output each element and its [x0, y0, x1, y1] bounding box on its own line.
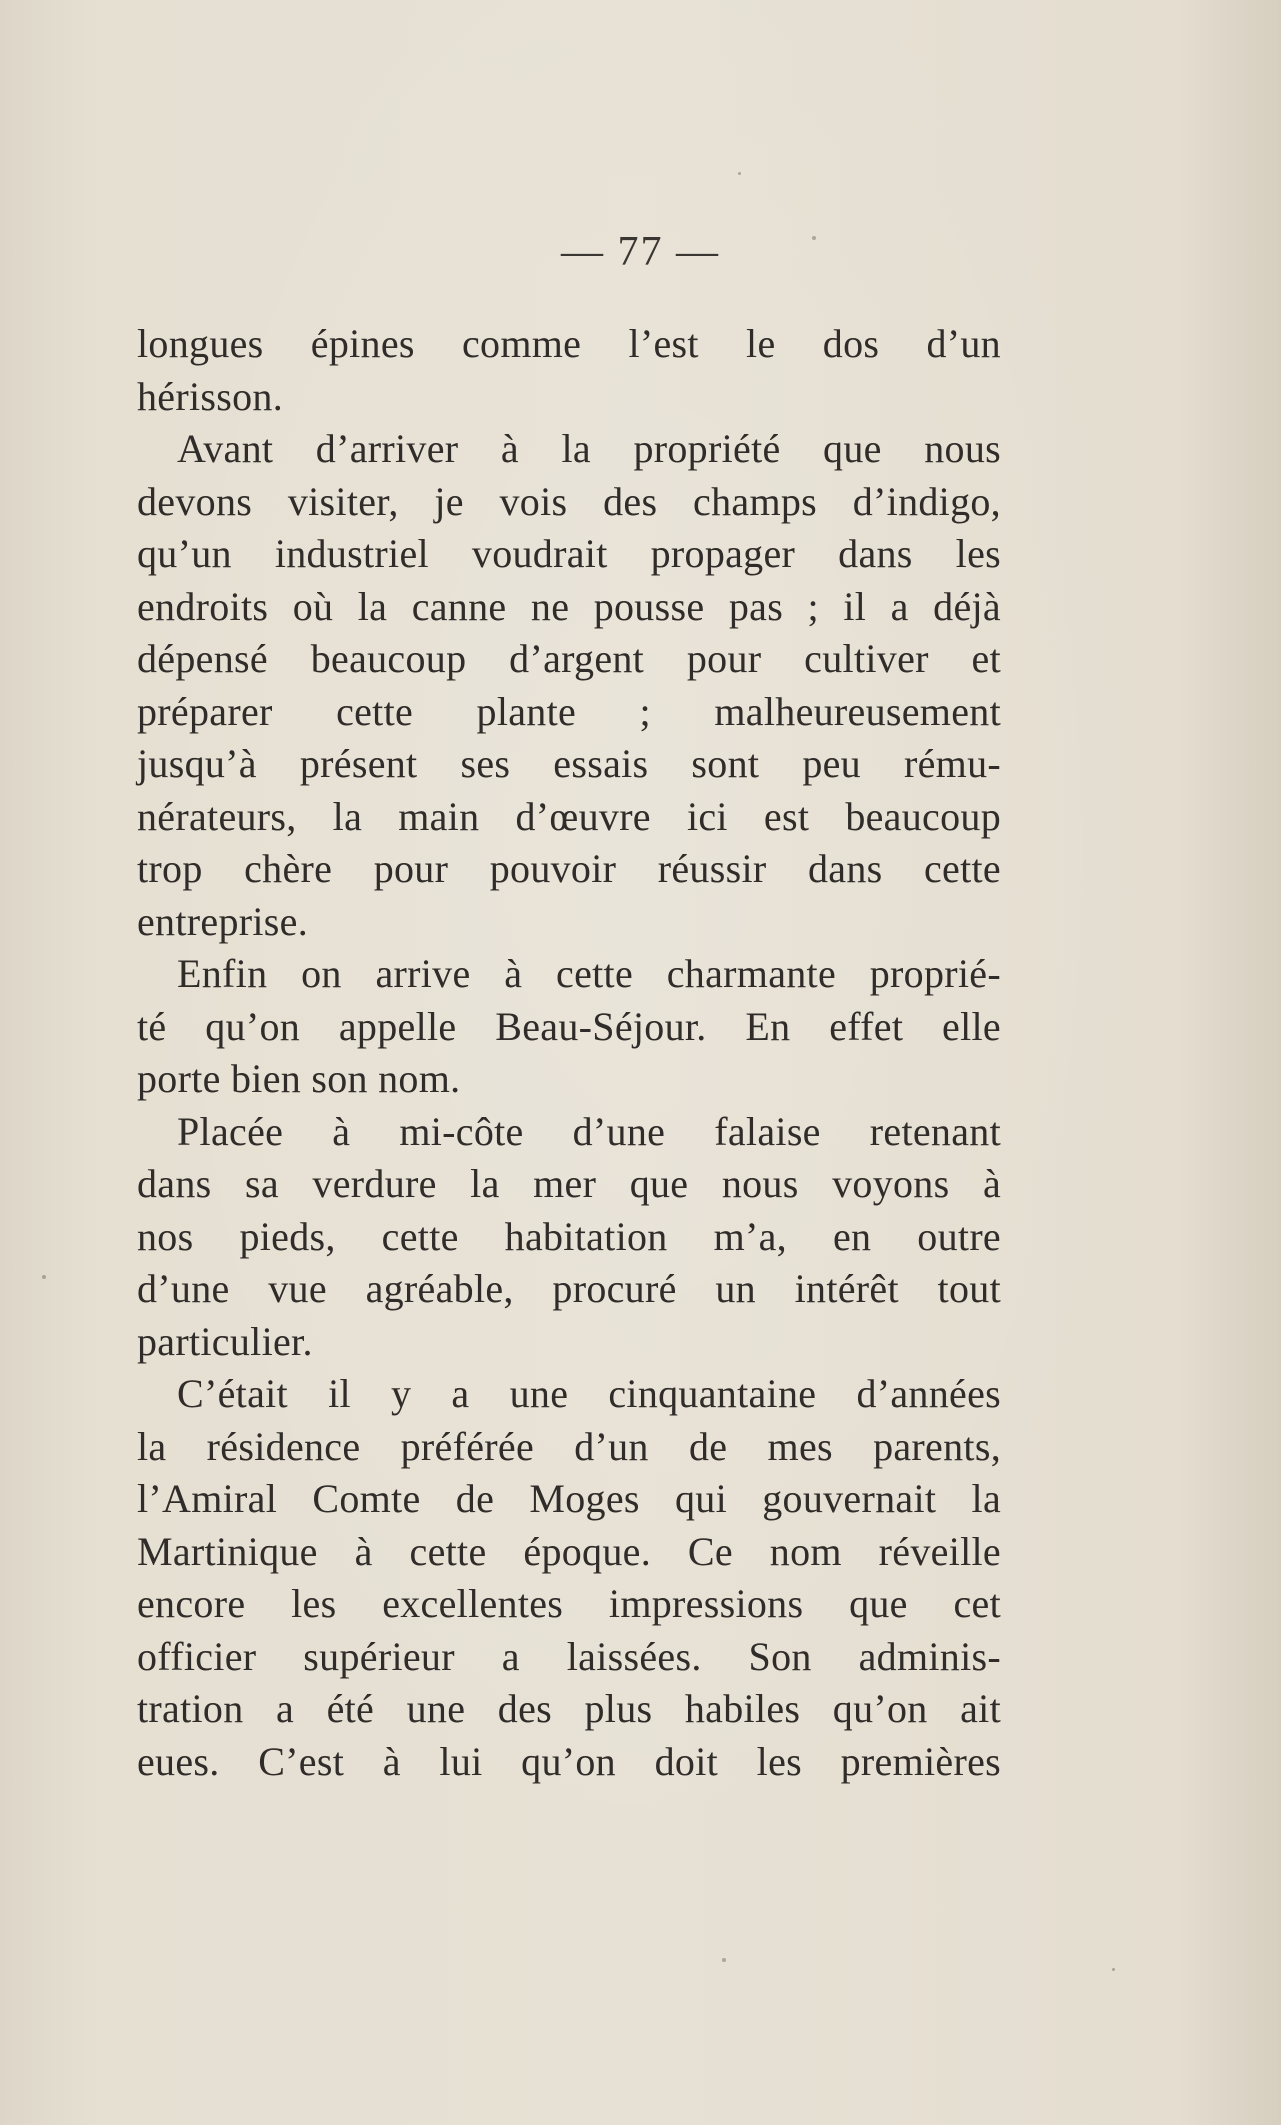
- text-line: l’Amiral Comte de Moges qui gouvernait la: [137, 1476, 1001, 1521]
- text-line: Avant d’arriver à la propriété que nous: [177, 426, 1001, 471]
- text-line: nérateurs, la main d’œuvre ici est beaucoup: [137, 793, 1001, 839]
- text-line: Enfin on arrive à cette charmante proprié-: [177, 951, 1001, 996]
- text-line: longues épines comme l’est le dos d’un: [137, 321, 1001, 366]
- text-line: particulier.: [137, 1318, 313, 1364]
- text-line: encore les excellentes impressions que cet: [137, 1581, 1001, 1626]
- text-line: hérisson.: [137, 373, 284, 419]
- text-line: nos pieds, cette habitation m’a, en outre: [137, 1213, 1001, 1259]
- paper-speck: [1112, 1968, 1115, 1971]
- text-line: entreprise.: [137, 898, 308, 944]
- text-line: porte bien son nom.: [137, 1056, 461, 1101]
- paper-speck: [722, 1958, 726, 1962]
- text-line: la résidence préférée d’un de mes parents,: [137, 1423, 1001, 1469]
- text-line: endroits où la canne ne pousse pas ; il a déjà: [137, 583, 1001, 629]
- text-line: devons visiter, je vois des champs d’indigo,: [137, 478, 1001, 524]
- text-line: eues. C’est à lui qu’on doit les premières: [137, 1738, 1001, 1784]
- text-line: d’une vue agréable, procuré un intérêt tout: [137, 1266, 1001, 1311]
- text-line: Martinique à cette époque. Ce nom réveille: [137, 1528, 1001, 1574]
- text-line: officier supérieur a laissées. Son adminis-: [137, 1633, 1001, 1679]
- text-line: tration a été une des plus habiles qu’on ait: [137, 1686, 1001, 1731]
- page-number: — 77 —: [561, 229, 720, 275]
- paper-speck: [812, 236, 816, 240]
- text-line: jusqu’à présent ses essais sont peu rému-: [137, 741, 1001, 786]
- text-line: trop chère pour pouvoir réussir dans cette: [137, 846, 1001, 891]
- text-line: qu’un industriel voudrait propager dans les: [137, 531, 1001, 576]
- text-line: préparer cette plante ; malheureusement: [137, 688, 1001, 734]
- text-line: té qu’on appelle Beau-Séjour. En effet elle: [137, 1003, 1001, 1049]
- paper-speck: [738, 172, 741, 175]
- body-text: [137, 318, 1001, 1788]
- text-line: dans sa verdure la mer que nous voyons à: [137, 1161, 1001, 1206]
- text-line: C’était il y a une cinquantaine d’années: [177, 1371, 1001, 1416]
- text-line: Placée à mi-côte d’une falaise retenant: [177, 1108, 1001, 1154]
- text-line: dépensé beaucoup d’argent pour cultiver et: [137, 636, 1001, 681]
- paper-speck: [42, 1275, 46, 1279]
